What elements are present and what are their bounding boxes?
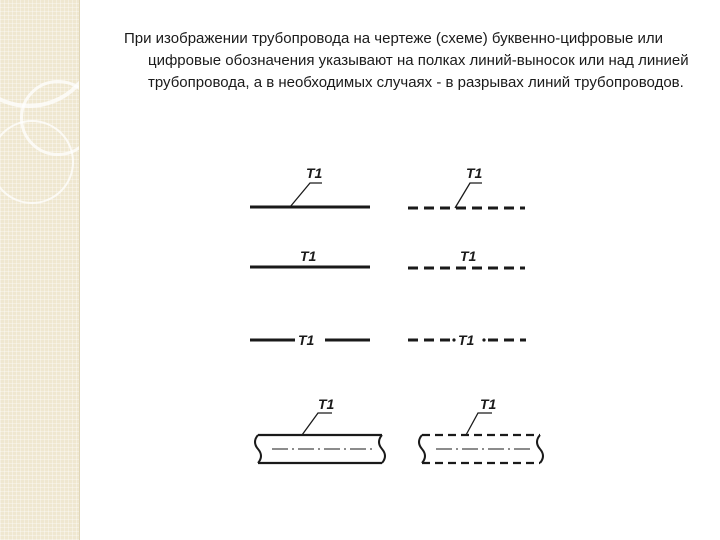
leader-line	[455, 183, 482, 208]
leader-line	[290, 183, 322, 207]
break-mark	[255, 435, 261, 463]
label-t1: T1	[298, 332, 315, 348]
leader-line	[302, 413, 332, 435]
break-mark	[379, 435, 385, 463]
dot-mark	[482, 338, 485, 341]
decorative-side-band	[0, 0, 80, 540]
label-t1: T1	[458, 332, 475, 348]
decorative-circle	[0, 120, 74, 204]
label-t1: T1	[466, 165, 483, 181]
body-paragraph: При изображении трубопровода на чертеже (схеме) буквенно-цифровые или цифровые обозначения указывают на полках линий-выносок или над линией трубопровода, а в необходимых случаях - в разрывах линий трубопроводов.	[124, 30, 689, 91]
break-mark	[419, 435, 425, 463]
pipeline-notation-figure	[240, 150, 560, 480]
label-t1: T1	[306, 165, 323, 181]
break-mark	[537, 435, 543, 463]
label-t1: T1	[460, 248, 477, 264]
leader-line	[466, 413, 492, 435]
label-t1: T1	[300, 248, 317, 264]
label-t1: T1	[318, 396, 335, 412]
dot-mark	[452, 338, 455, 341]
label-t1: T1	[480, 396, 497, 412]
